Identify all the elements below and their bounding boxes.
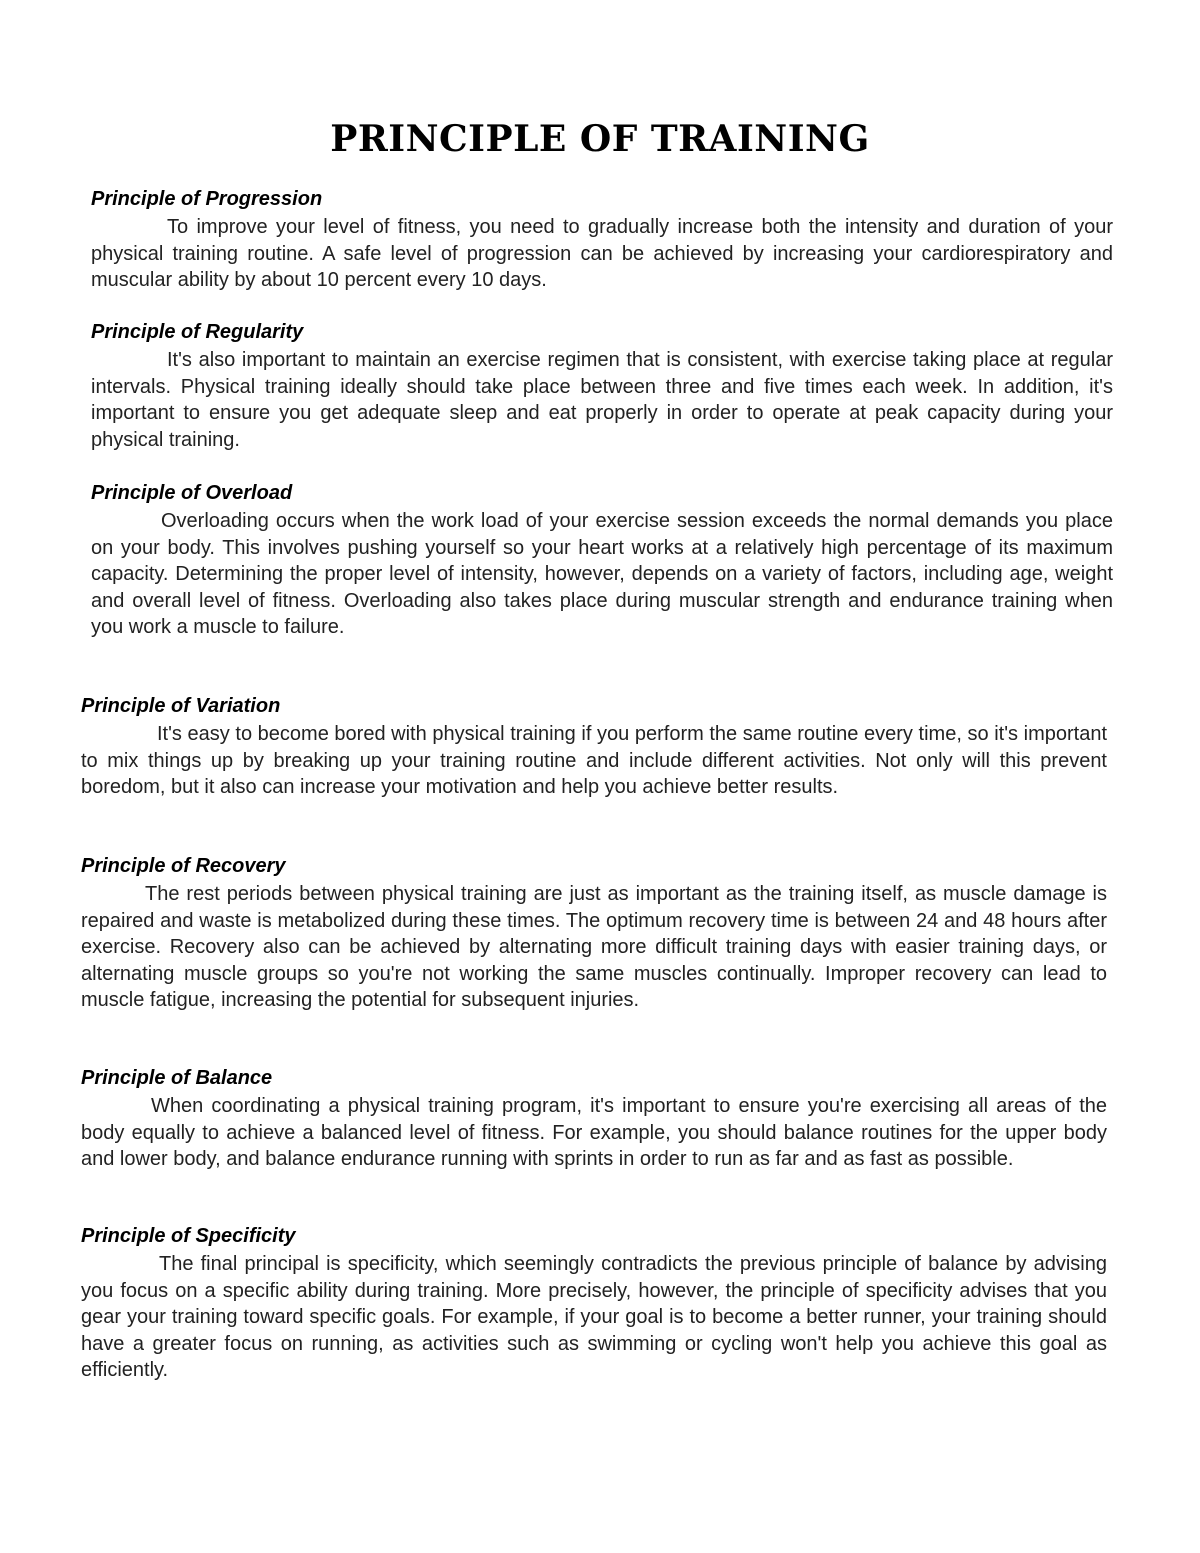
section-recovery [81,854,1107,1014]
section-heading: Principle of Specificity [81,1225,296,1247]
section-body: To improve your level of fitness, you need to gradually increase both the intensity and duration of your physical training routine. A safe level of progression can be achieved by increasing your cardiorespiratory and muscular ability by about 10 percent every 10 days. [91,216,1113,291]
section-body: The rest periods between physical training are just as important as the training itself, as muscle damage is repaired and waste is metabolized during these times. The optimum recovery time is between 24 and 48 hours after exercise. Recovery also can be achieved by alternating more difficult training days with easier training days, or alternating muscle groups so you're not working the same muscles continually. Improper recovery can lead to muscle fatigue, increasing the potential for subsequent injuries. [81,883,1107,1011]
section-overload [91,481,1113,641]
section-body: It's also important to maintain an exercise regimen that is consistent, with exercise taking place at regular intervals. Physical training ideally should take place between three and five times each week. In addition, it's important to ensure you get adequate sleep and eat properly in order to operate at peak capacity during your physical training. [91,349,1113,451]
section-body: The final principal is specificity, which seemingly contradicts the previous principle of balance by advising you focus on a specific ability during training. More precisely, however, the principle of specificity advises that you gear your training toward specific goals. For example, if your goal is to become a better runner, your training should have a greater focus on running, as activities such as swimming or cycling won't help you achieve this goal as efficiently. [81,1253,1107,1381]
page-title: PRINCIPLE OF TRAINING [330,118,870,160]
section-heading: Principle of Balance [81,1067,273,1089]
section-heading: Principle of Regularity [91,321,304,343]
section-body: Overloading occurs when the work load of your exercise session exceeds the normal demands you place on your body. This involves pushing yourself so your heart works at a relatively high percentage of its maximum capacity. Determining the proper level of intensity, however, depends on a variety of factors, including age, weight and overall level of fitness. Overloading also takes place during muscular strength and endurance training when you work a muscle to failure. [91,510,1113,638]
section-body: When coordinating a physical training program, it's important to ensure you're exercising all areas of the body equally to achieve a balanced level of fitness. For example, you should balance routines for the upper body and lower body, and balance endurance running with sprints in order to run as far and as fast as possible. [81,1095,1107,1170]
section-body: It's easy to become bored with physical training if you perform the same routine every time, so it's important to mix things up by breaking up your training routine and include different activities. Not only will this prevent boredom, but it also can increase your motivation and help you achieve better results. [81,723,1107,798]
section-progression [91,187,1113,294]
section-regularity [91,320,1113,453]
section-heading: Principle of Progression [91,188,323,210]
section-heading: Principle of Recovery [81,855,286,877]
section-specificity [81,1224,1107,1384]
section-variation [81,694,1107,801]
section-heading: Principle of Overload [91,482,293,504]
section-heading: Principle of Variation [81,695,281,717]
section-balance [81,1066,1107,1173]
